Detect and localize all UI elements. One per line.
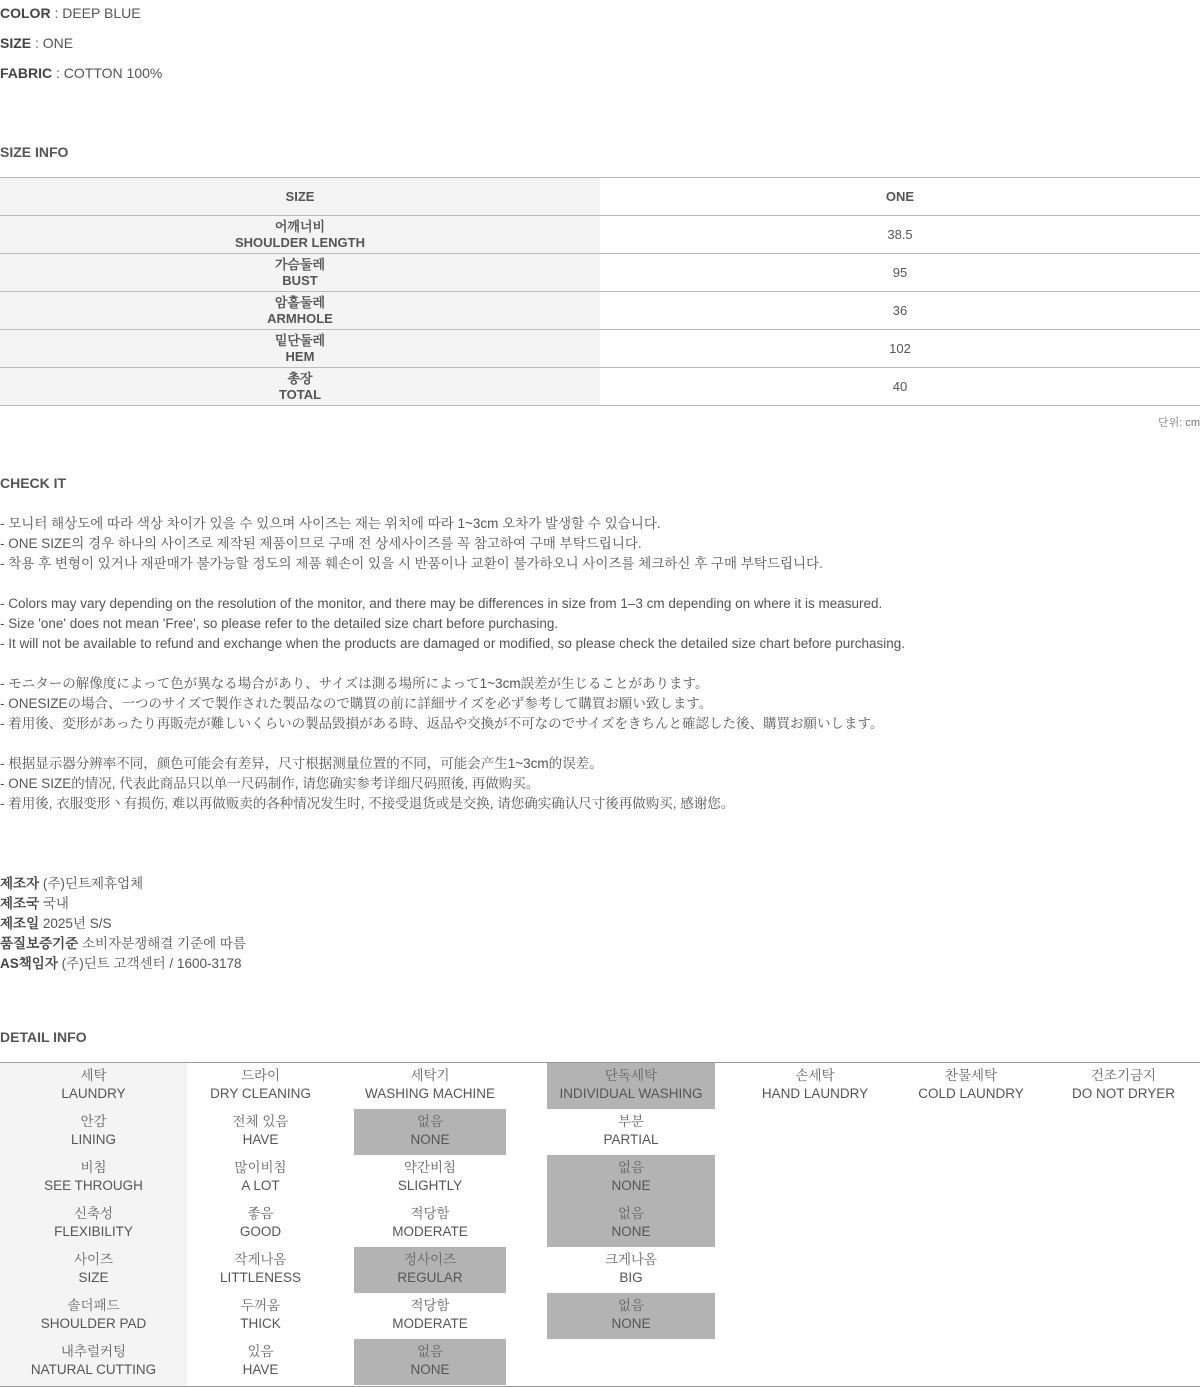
detail-option: [547, 1293, 715, 1339]
detail-label-ko: 정사이즈: [403, 1252, 457, 1267]
detail-label-ko: 좋음: [247, 1206, 274, 1221]
table-row: [0, 368, 1200, 406]
detail-row-label: [0, 1247, 187, 1293]
detail-label-en: NATURAL CUTTING: [30, 1362, 157, 1377]
detail-label-ko: 적당함: [410, 1206, 450, 1221]
maker-value: 2025년 S/S: [42, 916, 112, 931]
detail-label-en: NONE: [611, 1316, 651, 1331]
measure-label-en: TOTAL: [278, 386, 322, 402]
maker-label: AS책임자: [0, 956, 58, 971]
detail-label-en: INDIVIDUAL WASHING: [559, 1086, 703, 1101]
note-line: - Colors may vary depending on the resolution of the monitor, and there may be differences in size from 1–3 cm depending on where it is measured.: [0, 596, 883, 611]
measure-value: 38.5: [600, 216, 1200, 254]
measure-value: 40: [600, 368, 1200, 406]
spec-value: DEEP BLUE: [62, 5, 141, 21]
detail-label-en: A LOT: [241, 1178, 280, 1193]
detail-label-ko: 작게나옴: [234, 1252, 287, 1267]
maker-value: 국내: [42, 896, 69, 911]
detail-label-ko: 없음: [416, 1344, 444, 1359]
measure-label-en: SHOULDER LENGTH: [235, 234, 365, 250]
detail-label-ko: 찬물세탁: [944, 1068, 998, 1083]
detail-label-en: DO NOT DRYER: [1071, 1086, 1176, 1101]
maker-label: 제조일: [0, 916, 40, 931]
table-header-row: [0, 178, 1200, 216]
measure-label: [0, 368, 600, 406]
note-line: - 着用後、変形があったり再販売が難しいくらいの製品毀損がある時、返品や交換が不可なのでサイズをきちんと確認した後、購買お願いします。: [0, 716, 884, 731]
maker-label: 품질보증기준: [0, 936, 79, 951]
detail-label-ko: 드라이: [240, 1068, 281, 1083]
detail-option: [187, 1247, 334, 1293]
maker-label: 제조자: [0, 876, 40, 891]
detail-label-ko: 안감: [80, 1114, 107, 1129]
detail-row-label: [0, 1155, 187, 1201]
measure-label-ko: 총장: [287, 370, 313, 386]
detail-option: [547, 1201, 715, 1247]
measure-label-en: HEM: [285, 348, 315, 364]
note-line: - 根据显示器分辨率不同，颜色可能会有差异，尺寸根据测量位置的不同，可能会产生1~3cm的误差。: [0, 756, 603, 771]
detail-option: [354, 1247, 506, 1293]
detail-label-en: WASHING MACHINE: [364, 1086, 495, 1101]
size-table: [0, 177, 1200, 406]
detail-label-ko: 세탁기: [410, 1068, 450, 1083]
detail-label-en: BIG: [619, 1270, 643, 1285]
detail-option: [354, 1063, 506, 1109]
detail-option: [354, 1293, 506, 1339]
note-line: - 着用後, 衣服变形丶有损伤, 难以再做贩卖的各种情况发生时, 不接受退货或是交换, 请您确实确认尺寸後再做购买, 感谢您。: [0, 796, 735, 811]
measure-label-ko: 밑단둘레: [274, 332, 326, 348]
detail-label-en: COLD LAUNDRY: [918, 1086, 1024, 1101]
detail-label-ko: 두꺼움: [240, 1298, 281, 1313]
detail-label-ko: 약간비침: [403, 1160, 457, 1175]
measure-value: 95: [600, 254, 1200, 292]
detail-label-ko: 내추럴커팅: [60, 1344, 127, 1359]
spec-label: COLOR: [0, 5, 51, 21]
maker-value: (주)딘트 고객센터 / 1600-3178: [61, 956, 242, 971]
spec-fabric: FABRIC : COTTON 100%: [0, 65, 163, 81]
detail-row-label: [0, 1293, 187, 1339]
measure-label: [0, 292, 600, 330]
maker-row: [0, 914, 246, 934]
detail-option: [187, 1201, 334, 1247]
detail-label-en: NONE: [410, 1362, 450, 1377]
measure-label-en: ARMHOLE: [267, 310, 333, 326]
note-line: - 모니터 해상도에 따라 색상 차이가 있을 수 있으며 사이즈는 재는 위치에 따라 1~3cm 오차가 발생할 수 있습니다.: [0, 516, 661, 531]
detail-label-en: HAVE: [242, 1362, 279, 1377]
detail-label-ko: 비침: [80, 1160, 107, 1175]
detail-label-en: DRY CLEANING: [210, 1086, 311, 1101]
detail-label-en: REGULAR: [397, 1270, 463, 1285]
measure-value: 36: [600, 292, 1200, 330]
detail-row-label: [0, 1201, 187, 1247]
detail-option: [187, 1293, 334, 1339]
detail-label-en: THICK: [240, 1316, 281, 1331]
detail-label-en: GOOD: [239, 1224, 282, 1239]
detail-label-ko: 없음: [416, 1114, 444, 1129]
check-it-title: CHECK IT: [0, 475, 67, 491]
detail-row-label: [0, 1339, 187, 1385]
detail-label-ko: 단독세탁: [604, 1068, 658, 1083]
detail-row-label: [0, 1063, 187, 1109]
detail-option: [547, 1109, 715, 1155]
note-line: - ONESIZEの場合、一つのサイズで製作された製品なので購買の前に詳細サイズを必ず参考して購買お願い致します。: [0, 696, 713, 711]
spec-size: SIZE : ONE: [0, 35, 74, 51]
size-info-title: SIZE INFO: [0, 144, 69, 160]
detail-option: [547, 1247, 715, 1293]
detail-label-en: HAVE: [242, 1132, 279, 1147]
size-header-value: ONE: [600, 178, 1200, 216]
detail-option: [1047, 1063, 1200, 1109]
detail-label-en: SHOULDER PAD: [40, 1316, 147, 1331]
detail-label-ko: 없음: [617, 1160, 645, 1175]
detail-label-ko: 손세탁: [795, 1068, 835, 1083]
detail-option: [187, 1155, 334, 1201]
detail-label-en: SIZE: [78, 1270, 109, 1285]
spec-color: COLOR : DEEP BLUE: [0, 5, 141, 21]
detail-label-en: PARTIAL: [603, 1132, 659, 1147]
measure-label-ko: 암홀둘레: [274, 294, 326, 310]
detail-label-en: MODERATE: [392, 1224, 468, 1239]
detail-label-en: NONE: [410, 1132, 450, 1147]
detail-label-ko: 많이비침: [234, 1160, 287, 1175]
detail-option: [187, 1109, 334, 1155]
maker-label: 제조국: [0, 896, 40, 911]
maker-row: [0, 874, 246, 894]
detail-option: [735, 1063, 895, 1109]
detail-option: [547, 1063, 715, 1109]
detail-label-ko: 솔더패드: [67, 1298, 120, 1313]
detail-option: [187, 1339, 334, 1385]
detail-option: [187, 1063, 334, 1109]
detail-option: [354, 1201, 506, 1247]
table-row: [0, 292, 1200, 330]
detail-row-label: [0, 1109, 187, 1155]
table-row: [0, 216, 1200, 254]
measure-value: 102: [600, 330, 1200, 368]
detail-label-ko: 신축성: [73, 1206, 114, 1221]
maker-value: (주)딘트제휴업체: [42, 876, 144, 891]
table-row: [0, 330, 1200, 368]
detail-option: [354, 1155, 506, 1201]
note-line: - Size 'one' does not mean 'Free', so please refer to the detailed size chart before purchasing.: [0, 616, 559, 631]
detail-label-en: MODERATE: [392, 1316, 468, 1331]
detail-label-en: SLIGHTLY: [397, 1178, 463, 1193]
spec-label: SIZE: [0, 35, 32, 51]
measure-label-en: BUST: [282, 272, 318, 288]
maker-value: 소비자분쟁해결 기준에 따름: [82, 936, 247, 951]
measure-label: [0, 330, 600, 368]
measure-label-ko: 어깨너비: [274, 218, 326, 234]
spec-label: FABRIC: [0, 65, 53, 81]
maker-row: [0, 894, 246, 914]
spec-value: ONE: [42, 35, 74, 51]
detail-label-ko: 없음: [617, 1298, 645, 1313]
detail-label-ko: 크게나옴: [604, 1252, 658, 1267]
spec-value: COTTON 100%: [63, 65, 163, 81]
detail-label-ko: 없음: [617, 1206, 645, 1221]
measure-label: [0, 254, 600, 292]
size-header-label: SIZE: [0, 178, 600, 216]
detail-label-en: HAND LAUNDRY: [761, 1086, 869, 1101]
note-line: - It will not be available to refund and exchange when the products are damaged or modified, so please check the detailed size chart before purchasing.: [0, 636, 906, 651]
maker-row: [0, 954, 246, 974]
note-line: - ONE SIZE의 경우 하나의 사이즈로 제작된 제품이므로 구매 전 상세사이즈를 꼭 참고하여 구매 부탁드립니다.: [0, 536, 642, 551]
detail-option: [895, 1063, 1047, 1109]
note-line: - ONE SIZE的情况, 代表此商品只以单一尺码制作, 请您确实参考详细尺码照後, 再做购买。: [0, 776, 540, 791]
detail-label-en: SEE THROUGH: [44, 1178, 143, 1193]
measure-label-ko: 가슴둘레: [274, 256, 326, 272]
detail-option: [354, 1339, 506, 1385]
note-line: - 착용 후 변형이 있거나 재판매가 불가능할 정도의 제품 훼손이 있을 시 반품이나 교환이 불가하오니 사이즈를 체크하신 후 구매 부탁드립니다.: [0, 556, 823, 571]
check-it-notes: [0, 514, 1200, 814]
detail-label-en: LITTLENESS: [219, 1270, 302, 1285]
detail-label-ko: 부분: [617, 1114, 645, 1129]
detail-label-ko: 전체 있음: [232, 1114, 289, 1129]
maker-info: [0, 874, 246, 974]
detail-label-ko: 있음: [247, 1344, 274, 1359]
detail-label-en: FLEXIBILITY: [54, 1224, 133, 1239]
measure-label: [0, 216, 600, 254]
detail-label-en: LINING: [70, 1132, 116, 1147]
unit-note: 단위: cm: [1157, 417, 1200, 429]
detail-label-ko: 세탁: [80, 1068, 107, 1083]
detail-option: [547, 1155, 715, 1201]
detail-label-ko: 사이즈: [73, 1252, 114, 1267]
detail-label-ko: 적당함: [410, 1298, 450, 1313]
detail-option: [354, 1109, 506, 1155]
detail-label-ko: 건조기금지: [1090, 1068, 1157, 1083]
detail-label-en: NONE: [611, 1178, 651, 1193]
note-line: - モニターの解像度によって色が異なる場合があり、サイズは測る場所によって1~3cm誤差が生じることがあります。: [0, 676, 709, 691]
detail-label-en: LAUNDRY: [61, 1086, 126, 1101]
detail-table: [0, 1062, 1200, 1387]
detail-info-title: DETAIL INFO: [0, 1029, 87, 1045]
table-row: [0, 254, 1200, 292]
detail-label-en: NONE: [611, 1224, 651, 1239]
maker-row: [0, 934, 246, 954]
